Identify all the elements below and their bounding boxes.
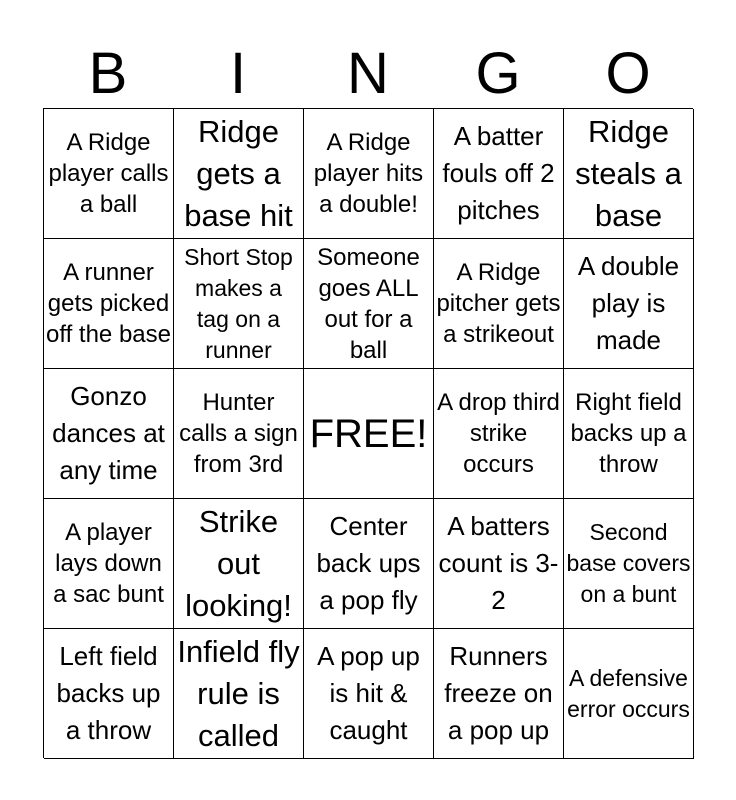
bingo-cell-free[interactable] xyxy=(304,369,434,499)
bingo-cell-text: A double play is made xyxy=(577,251,680,355)
bingo-cell[interactable] xyxy=(564,499,694,629)
bingo-cell-text: Left field backs up a throw xyxy=(56,641,161,745)
header-letter-b: B xyxy=(88,41,128,106)
bingo-cell-text: Center back ups a pop fly xyxy=(316,511,421,615)
bingo-cell[interactable] xyxy=(44,369,174,499)
bingo-cell[interactable] xyxy=(304,109,434,239)
bingo-cell-text: Ridge steals a base xyxy=(575,113,682,233)
bingo-cell-text: A player lays down a sac bunt xyxy=(53,519,164,608)
bingo-cell[interactable] xyxy=(434,109,564,239)
bingo-cell-text: Runners freeze on a pop up xyxy=(444,641,553,745)
header-letter-i: I xyxy=(229,41,247,106)
header-letter-n: N xyxy=(347,41,389,106)
bingo-cell-text: Someone goes ALL out for a ball xyxy=(317,243,420,364)
bingo-cell[interactable] xyxy=(174,109,304,239)
bingo-cell[interactable] xyxy=(174,499,304,629)
bingo-header xyxy=(43,40,693,108)
bingo-cell[interactable] xyxy=(564,629,694,759)
bingo-cell-text: Infield fly rule is called xyxy=(177,633,300,753)
bingo-cell-text: A pop up is hit & caught xyxy=(317,641,420,745)
bingo-cell[interactable] xyxy=(174,629,304,759)
bingo-cell-text: A Ridge player hits a double! xyxy=(313,129,424,218)
bingo-cell[interactable] xyxy=(564,239,694,369)
bingo-cell[interactable] xyxy=(434,629,564,759)
bingo-cell-text: A drop third strike occurs xyxy=(437,389,560,478)
bingo-cell[interactable] xyxy=(434,239,564,369)
bingo-cell-text: A Ridge pitcher gets a strikeout xyxy=(436,259,561,348)
bingo-cell-text: Second base covers on a bunt xyxy=(566,519,691,607)
free-space-label: FREE! xyxy=(309,411,428,456)
bingo-cell-text: A batters count is 3-2 xyxy=(438,511,559,615)
bingo-cell[interactable] xyxy=(564,109,694,239)
bingo-cell-text: Gonzo dances at any time xyxy=(52,381,165,485)
bingo-cell-text: A defensive error occurs xyxy=(567,664,690,722)
bingo-cell[interactable] xyxy=(44,239,174,369)
bingo-cell[interactable] xyxy=(564,369,694,499)
bingo-cell-text: Short Stop makes a tag on a runner xyxy=(184,243,293,363)
bingo-cell-text: Hunter calls a sign from 3rd xyxy=(179,389,298,478)
header-letter-g: G xyxy=(475,41,521,106)
bingo-cell-text: A Ridge player calls a ball xyxy=(48,129,169,218)
bingo-cell[interactable] xyxy=(434,499,564,629)
bingo-cell[interactable] xyxy=(44,109,174,239)
bingo-card-grid xyxy=(43,108,693,758)
bingo-cell[interactable] xyxy=(174,239,304,369)
bingo-cell-text: A batter fouls off 2 pitches xyxy=(442,121,555,225)
bingo-cell-text: Right field backs up a throw xyxy=(570,389,687,478)
bingo-cell[interactable] xyxy=(434,369,564,499)
bingo-cell-text: A runner gets picked off the base xyxy=(46,259,171,348)
bingo-cell-text: Strike out looking! xyxy=(185,503,292,623)
bingo-cell[interactable] xyxy=(304,499,434,629)
bingo-cell[interactable] xyxy=(304,239,434,369)
bingo-cell[interactable] xyxy=(174,369,304,499)
bingo-cell[interactable] xyxy=(44,499,174,629)
bingo-cell-text: Ridge gets a base hit xyxy=(184,113,293,233)
bingo-cell[interactable] xyxy=(44,629,174,759)
header-letter-o: O xyxy=(605,41,651,106)
bingo-cell[interactable] xyxy=(304,629,434,759)
